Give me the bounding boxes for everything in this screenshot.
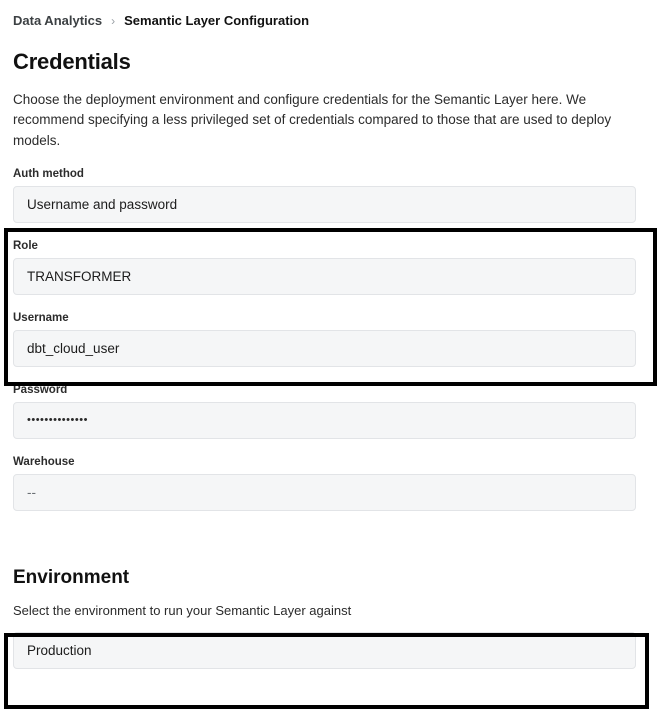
field-password <box>13 384 648 439</box>
field-role <box>13 240 648 295</box>
breadcrumb-current-page: Semantic Layer Configuration <box>124 13 310 28</box>
username-label: Username <box>13 311 69 324</box>
field-warehouse <box>13 456 648 511</box>
environment-section <box>13 567 648 669</box>
breadcrumb <box>13 0 648 28</box>
password-input[interactable]: •••••••••••••• <box>13 402 636 439</box>
warehouse-input[interactable]: -- <box>13 474 636 511</box>
page-title: Credentials <box>13 49 131 74</box>
auth-method-input[interactable]: Username and password <box>13 186 636 223</box>
username-input[interactable]: dbt_cloud_user <box>13 330 636 367</box>
environment-title: Environment <box>13 566 130 588</box>
role-label: Role <box>13 239 38 252</box>
role-input[interactable]: TRANSFORMER <box>13 258 636 295</box>
environment-description: Select the environment to run your Semantic Layer against <box>13 602 352 618</box>
chevron-right-icon: › <box>111 13 116 28</box>
credentials-description: Choose the deployment environment and configure credentials for the Semantic Layer here. We recommend specifying a less privileged set of credentials compared to those that are used to deploy models. <box>13 92 612 148</box>
breadcrumb-link-data-analytics[interactable]: Data Analytics <box>13 13 103 28</box>
field-auth-method <box>13 168 648 223</box>
auth-method-label: Auth method <box>13 167 84 180</box>
password-label: Password <box>13 383 68 396</box>
field-username <box>13 312 648 367</box>
warehouse-label: Warehouse <box>13 455 75 468</box>
environment-select[interactable]: Production <box>13 632 636 669</box>
